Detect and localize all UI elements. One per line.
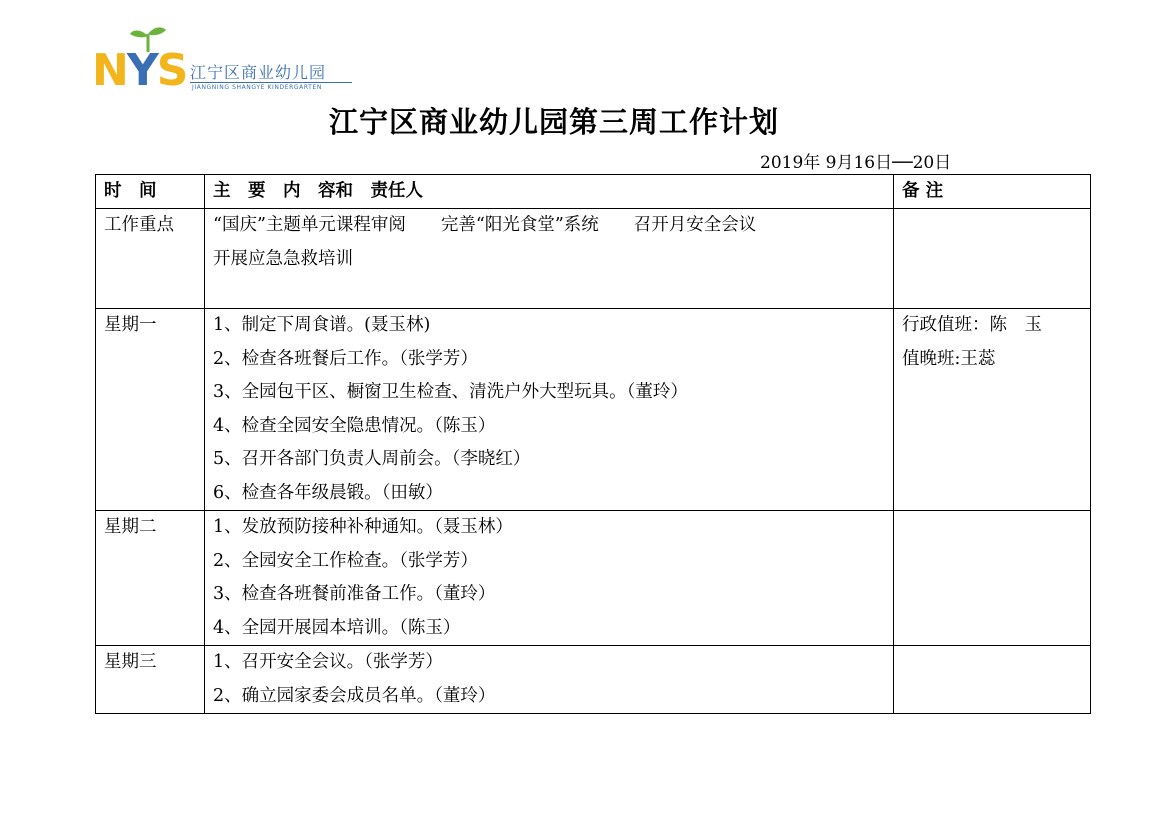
table-header-row xyxy=(96,175,1091,209)
note-night-duty: 值晚班:王蕊 xyxy=(902,348,996,369)
list-item: 1、发放预防接种补种通知。（聂玉林） xyxy=(213,517,513,537)
list-item: 6、检查各年级晨锻。（田敏） xyxy=(213,482,443,503)
logo-name-en: JIANGNING SHANGYE KINDERGARTEN xyxy=(192,84,322,91)
row-label: 工作重点 xyxy=(96,209,205,309)
list-item: “国庆”主题单元课程审阅 完善“阳光食堂”系统 召开月安全会议 xyxy=(213,215,757,235)
row-label: 星期二 xyxy=(96,511,205,646)
note-admin-duty: 行政值班：陈 玉 xyxy=(902,315,1042,335)
list-item: 5、召开各部门负责人周前会。（李晓红） xyxy=(213,449,531,469)
header-notes: 备 注 xyxy=(894,175,1091,209)
notes-cell xyxy=(894,209,1091,309)
date-range: 2019年 9月16日──20日 xyxy=(760,153,952,173)
logo-divider xyxy=(190,82,352,83)
day-content xyxy=(205,646,894,714)
list-item: 2、检查各班餐后工作。（张学芳） xyxy=(213,348,478,369)
notes-cell xyxy=(894,646,1091,714)
kindergarten-logo xyxy=(92,24,362,96)
row-label: 星期一 xyxy=(96,309,205,511)
list-item: 开展应急急救培训 xyxy=(213,248,353,269)
day-content xyxy=(205,511,894,646)
list-item: 1、制定下周食谱。(聂玉林) xyxy=(213,315,431,335)
focus-content xyxy=(205,209,894,309)
list-item: 4、全园开展园本培训。（陈玉） xyxy=(213,617,461,638)
logo-letter-s: S xyxy=(156,45,187,96)
logo-letter-n: N xyxy=(92,45,127,96)
list-item: 1、召开安全会议。（张学芳） xyxy=(213,652,443,672)
header-time: 时 间 xyxy=(96,175,205,209)
logo-letters xyxy=(92,46,186,96)
logo-letter-y: Y xyxy=(126,45,157,96)
row-label: 星期三 xyxy=(96,646,205,714)
header-content: 主 要 内 容和 责任人 xyxy=(205,175,894,209)
list-item: 4、检查全园安全隐患情况。（陈玉） xyxy=(213,415,496,436)
list-item: 3、检查各班餐前准备工作。（董玲） xyxy=(213,584,496,604)
notes-cell xyxy=(894,511,1091,646)
list-item: 2、全园安全工作检查。（张学芳） xyxy=(213,550,478,571)
list-item: 2、确立园家委会成员名单。（董玲） xyxy=(213,685,496,706)
logo-name-cn: 江宁区商业幼儿园 xyxy=(190,63,327,82)
page-title: 江宁区商业幼儿园第三周工作计划 xyxy=(328,105,779,139)
table-row-wednesday xyxy=(96,646,1091,714)
table-row-monday xyxy=(96,309,1091,511)
table-row-focus xyxy=(96,209,1091,309)
notes-cell xyxy=(894,309,1091,511)
work-plan-table xyxy=(95,174,1091,714)
list-item: 3、全园包干区、橱窗卫生检查、清洗户外大型玩具。（董玲） xyxy=(213,382,688,402)
day-content xyxy=(205,309,894,511)
table-row-tuesday xyxy=(96,511,1091,646)
